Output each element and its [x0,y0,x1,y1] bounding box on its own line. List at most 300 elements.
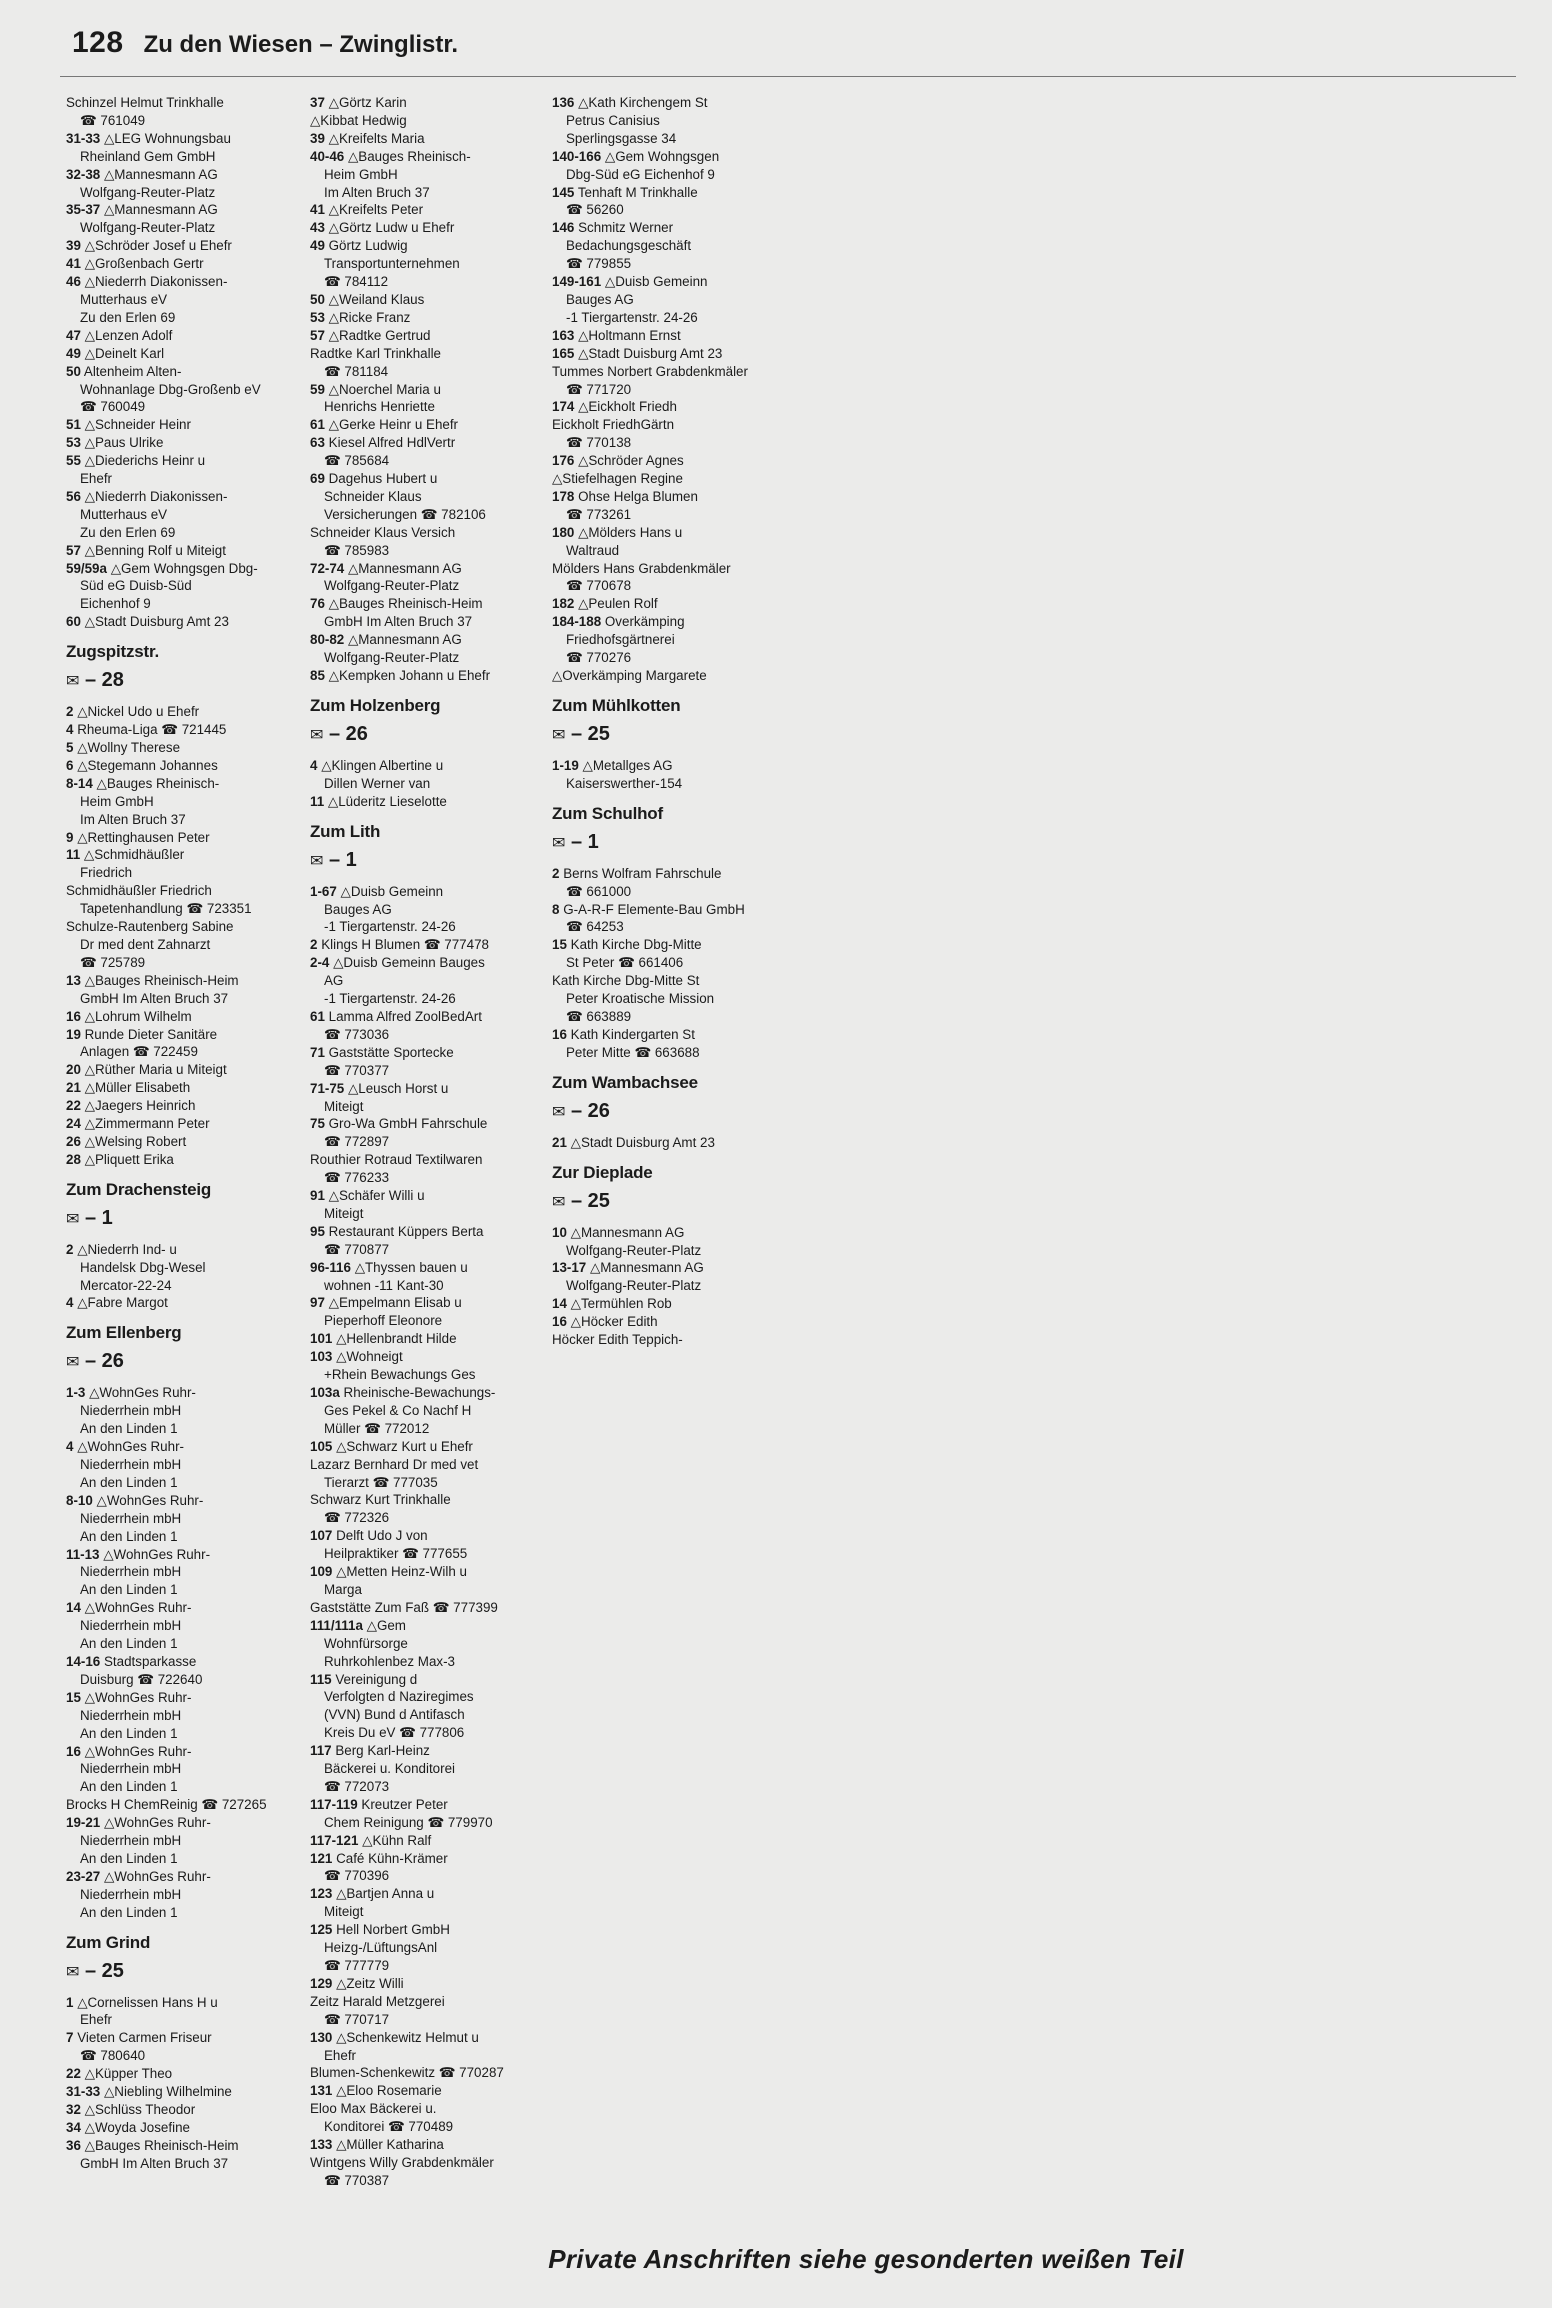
directory-entry-line [552,954,788,972]
directory-entry-line [310,1402,546,1420]
entry-text: △Schröder Agnes [578,453,684,469]
directory-entry-line [310,1527,546,1545]
house-number: 130 [310,2029,333,2045]
directory-entry-line [552,595,788,613]
entry-text: Ehefr [324,2047,357,2063]
directory-entry-line [310,1563,546,1581]
house-number: 16 [552,1314,567,1330]
directory-entry-line [552,1313,788,1331]
directory-entry-line [310,883,546,901]
entry-text: Wolfgang-Reuter-Platz [566,1278,702,1294]
directory-entry-line [310,667,546,685]
envelope-icon: ✉ [552,1193,566,1211]
house-number: 63 [310,435,325,451]
house-number: 111/111a [310,1617,363,1633]
entry-text: Gaststätte Sportecke [328,1044,454,1060]
house-number: 69 [310,471,325,487]
directory-entry-line [552,452,788,470]
directory-entry-line [552,201,788,219]
entry-text: Wolfgang-Reuter-Platz [324,578,460,594]
house-number: 13-17 [552,1260,587,1276]
entry-text: ☎ 772897 [324,1134,390,1150]
house-number: 176 [552,453,575,469]
entry-text: Berg Karl-Heinz [335,1743,430,1759]
entry-text: ☎ 770276 [566,650,632,666]
directory-entry-line [310,2029,546,2047]
entry-text: Süd eG Duisb-Süd [80,578,192,594]
entry-text: △Wollny Therese [77,740,181,755]
directory-entry-line [310,1653,546,1671]
directory-entry-line [310,560,546,578]
street-heading: Zum Mühlkotten [552,695,681,715]
house-number: 11 [310,793,325,809]
directory-entry-line [310,1348,546,1366]
entry-text: Marga [324,1581,362,1597]
directory-entry-line [310,1903,546,1921]
directory-entry-line [310,1277,546,1295]
entry-text: △Großenbach Gertr [84,256,204,272]
directory-entry-line [66,452,302,470]
directory-entry-line [310,990,546,1008]
house-number: 56 [66,488,81,504]
directory-entry-line [310,1456,546,1474]
directory-entry-line [310,219,546,237]
entry-text: △Wohneigt [336,1349,403,1365]
entry-text: Schneider Klaus Versich [310,524,456,540]
directory-entry-line [66,1689,302,1707]
directory-entry-line [66,1474,302,1492]
directory-entry-line [66,470,302,488]
entry-text: Kath Kindergarten St [570,1026,695,1042]
house-number: 97 [310,1295,325,1311]
house-number: 16 [552,1026,567,1042]
entry-text: △Lüderitz Lieselotte [327,793,447,809]
directory-entry-line [310,1474,546,1492]
entry-text: G-A-R-F Elemente-Bau GmbH [563,901,745,917]
page-title: Zu den Wiesen – Zwinglistr. [143,31,459,58]
entry-text: Radtke Karl Trinkhalle [310,345,441,361]
entry-text: △Paus Ulrike [84,435,164,451]
directory-entry-line [66,1241,302,1259]
directory-entry-line [66,381,302,399]
directory-entry-line [310,237,546,255]
directory-entry-line [552,1008,788,1026]
street-heading: Zugspitzstr. [66,642,159,662]
house-number: 145 [552,184,575,200]
entry-text: △WohnGes Ruhr- [96,1492,204,1508]
house-number: 11 [66,847,81,863]
directory-entry-line [552,112,788,130]
directory-entry-line [66,595,302,613]
house-number: 43 [310,220,325,236]
house-number: 182 [552,596,575,612]
directory-entry-line [552,148,788,166]
entry-text: △WohnGes Ruhr- [103,1546,211,1562]
entry-text: ☎ 772073 [324,1778,390,1794]
entry-text: Niederrhein mbH [80,1403,182,1419]
directory-entry-line [66,990,302,1008]
directory-entry-line [310,1330,546,1348]
entry-text: Petrus Canisius [566,112,660,128]
entry-text: △Mannesmann AG [347,560,462,576]
entry-text: Schmitz Werner [578,220,674,236]
postal-district-number: – 1 [565,830,599,853]
street-heading: Zum Schulhof [552,803,663,823]
house-number: 2 [66,704,74,720]
directory-entry-line [552,327,788,345]
entry-text: GmbH Im Alten Bruch 37 [80,990,229,1006]
directory-entry-line [66,1563,302,1581]
directory-entry-line [66,1725,302,1743]
entry-text: Mutterhaus eV [80,291,168,307]
directory-entry-line [66,1760,302,1778]
house-number: 47 [66,327,81,343]
entry-text: ☎ 760049 [80,399,146,415]
entry-text: Im Alten Bruch 37 [324,184,430,200]
entry-text: Schulze-Rautenberg Sabine [66,919,234,935]
house-number: 80-82 [310,632,345,648]
house-number: 14-16 [66,1653,101,1669]
directory-entry-line [66,345,302,363]
postal-district [310,723,546,747]
entry-text: △Zeitz Willi [336,1975,404,1991]
entry-text: △Jaegers Heinrich [84,1098,196,1114]
entry-text: ☎ 770877 [324,1241,390,1257]
page-number: 128 [72,26,124,59]
entry-text: An den Linden 1 [80,1779,178,1795]
directory-entry-line [310,2047,546,2065]
directory-entry-line [66,184,302,202]
directory-entry-line [310,1151,546,1169]
house-number: 101 [310,1331,333,1347]
house-number: 39 [310,130,325,146]
entry-text: Wintgens Willy Grabdenkmäler [310,2154,494,2170]
entry-text: Anlagen ☎ 722459 [80,1044,198,1060]
directory-entry-line [552,219,788,237]
directory-entry-line [310,1509,546,1527]
directory-entry-line [552,667,788,685]
directory-entry-line [310,345,546,363]
entry-text: △Kath Kirchengem St [578,95,708,110]
directory-entry-line [552,291,788,309]
directory-entry-line [310,2172,546,2190]
house-number: 178 [552,488,575,504]
house-number: 2 [310,937,318,953]
directory-entry-line [66,1599,302,1617]
house-number: 117-119 [310,1796,358,1812]
entry-text: Peter Mitte ☎ 663688 [566,1044,700,1060]
directory-entry-line [66,1850,302,1868]
directory-entry-line [310,936,546,954]
directory-entry-line [310,954,546,972]
house-number: 37 [310,95,325,110]
house-number: 71-75 [310,1080,345,1096]
directory-entry-line [552,488,788,506]
directory-entry-line [310,1635,546,1653]
directory-entry-line [66,2011,302,2029]
house-number: 16 [66,1008,81,1024]
entry-text: Kaiserswerther-154 [566,775,683,791]
directory-entry-line [66,488,302,506]
directory-entry-line [552,1134,788,1152]
directory-entry-line [552,237,788,255]
entry-text: △LEG Wohnungsbau [103,130,231,146]
entry-text: △Mannesmann AG [570,1224,685,1240]
entry-text: △Mannesmann AG [347,632,462,648]
directory-entry-line [310,1080,546,1098]
directory-entry-line [66,757,302,775]
directory-entry-line [552,381,788,399]
house-number: 53 [310,309,325,325]
entry-text: △WohnGes Ruhr- [77,1439,184,1455]
entry-text: △Termühlen Rob [570,1296,672,1312]
directory-entry-line [310,1241,546,1259]
house-number: 5 [66,740,74,755]
entry-text: Kath Kirche Dbg-Mitte [570,937,702,953]
envelope-icon: ✉ [66,673,80,691]
entry-text: △Weiland Klaus [328,291,425,307]
house-number: 22 [66,1098,81,1114]
directory-entry-line [310,273,546,291]
house-number: 8 [552,901,560,917]
entry-text: Versicherungen ☎ 782106 [324,506,486,522]
entry-text: Mölders Hans Grabdenkmäler [552,560,731,576]
directory-entry-line [66,1384,302,1402]
directory-entry-line [310,2064,546,2082]
entry-text: Waltraud [566,542,620,558]
house-number: 117 [310,1743,332,1759]
entry-text: Rheuma-Liga ☎ 721445 [77,722,227,738]
entry-text: Berns Wolfram Fahrschule [563,865,722,881]
entry-text: △Diederichs Heinr u [84,453,206,469]
house-number: 39 [66,238,81,254]
entry-text: Niederrhein mbH [80,1886,182,1902]
directory-entry-line [552,560,788,578]
entry-text: Rheinische-Bewachungs- [343,1385,496,1400]
entry-text: Restaurant Küppers Berta [328,1223,484,1239]
directory-entry-line [552,542,788,560]
directory-entry-line [66,309,302,327]
directory-entry-line [66,1886,302,1904]
directory-entry-line [66,1510,302,1528]
directory-entry-line [310,1832,546,1850]
directory-entry-line [310,309,546,327]
directory-entry-line [66,613,302,631]
directory-entry-line [552,936,788,954]
entry-text: △Noerchel Maria u [328,381,441,397]
entry-text: ☎ 663889 [566,1008,632,1024]
entry-text: Miteigt [324,1205,364,1221]
entry-text: △WohnGes Ruhr- [84,1600,192,1616]
directory-entry-line [310,524,546,542]
directory-entry-line [66,864,302,882]
directory-entry-line [66,166,302,184]
entry-text: △Empelmann Elisab u [328,1295,462,1311]
house-number: 103 [310,1349,333,1365]
entry-text: -1 Tiergartenstr. 24-26 [324,991,456,1007]
entry-text: Vieten Carmen Friseur [77,2030,212,2046]
house-number: 8-14 [66,775,93,791]
house-number: 41 [310,202,325,218]
entry-text: △Nickel Udo u Ehefr [77,704,200,720]
street-heading: Zum Ellenberg [66,1323,182,1343]
entry-text: △Höcker Edith [570,1314,658,1330]
street-heading: Zum Holzenberg [310,695,441,715]
directory-entry-line [310,1867,546,1885]
entry-text: ☎ 781184 [324,363,389,379]
house-number: 49 [310,238,325,254]
entry-text: Friedrich [80,865,133,881]
directory-entry-line [310,918,546,936]
house-number: 21 [552,1134,567,1150]
directory-entry-line [66,1994,302,2012]
entry-text: Eickholt FriedhGärtn [552,417,675,433]
directory-entry-line [66,2155,302,2173]
entry-text: △Schlüss Theodor [84,2102,196,2117]
entry-text: AG [324,973,344,989]
directory-entry-line [552,1044,788,1062]
directory-entry-line [310,775,546,793]
entry-text: △Fabre Margot [77,1295,168,1311]
entry-text: △Niederrh Ind- u [77,1241,177,1257]
house-number: 32 [66,2102,81,2117]
directory-entry-line [310,1796,546,1814]
directory-entry-line [552,972,788,990]
directory-entry-line [310,488,546,506]
directory-entry-line [310,1742,546,1760]
envelope-icon: ✉ [310,852,324,870]
entry-text: △Peulen Rolf [578,596,658,612]
house-number: 184-188 [552,614,602,630]
entry-text: Schneider Klaus [324,488,422,504]
entry-text: ☎ 770138 [566,435,632,451]
entry-text: △Küpper Theo [84,2066,173,2082]
directory-entry-line [66,703,302,721]
directory-entry-line [66,1259,302,1277]
directory-entry-line [552,398,788,416]
entry-text: An den Linden 1 [80,1582,178,1598]
directory-entry-line [310,1259,546,1277]
house-number: 105 [310,1438,333,1454]
directory-entry-line [310,1366,546,1384]
entry-text: wohnen -11 Kant-30 [324,1277,444,1293]
directory-entry-line [310,1706,546,1724]
directory-entry-line [66,1832,302,1850]
entry-text: △Rettinghausen Peter [77,829,210,845]
directory-entry-line [66,1402,302,1420]
entry-text: △Stadt Duisburg Amt 23 [578,345,723,361]
directory-entry-line [310,1438,546,1456]
entry-text: △WohnGes Ruhr- [84,1689,192,1705]
directory-entry-line [66,1528,302,1546]
entry-text: Rheinland Gem GmbH [80,148,216,164]
house-number: 75 [310,1116,325,1132]
house-number: 115 [310,1671,332,1687]
entry-text: △Lohrum Wilhelm [84,1008,192,1024]
entry-text: △Overkämping Margarete [552,668,707,683]
postal-district-number: – 25 [565,722,610,745]
entry-text: △Kühn Ralf [362,1832,432,1848]
entry-text: +Rhein Bewachungs Ges [324,1367,476,1383]
envelope-icon: ✉ [66,1210,80,1228]
entry-text: ☎ 661000 [566,883,632,899]
house-number: 19-21 [66,1815,101,1831]
house-number: 13 [66,972,81,988]
directory-entry-line [310,1975,546,1993]
directory-entry-line [310,363,546,381]
directory-entry-line [66,936,302,954]
footer-note: Private Anschriften siehe gesonderten weißen Teil [548,2244,1184,2274]
directory-entry-line [310,184,546,202]
directory-entry-line [310,542,546,560]
directory-entry-line [310,793,546,811]
entry-text: Schinzel Helmut Trinkhalle [66,95,224,110]
house-number: 1-67 [310,883,337,899]
house-number: 129 [310,1975,333,1991]
entry-text: △Schwarz Kurt u Ehefr [336,1438,473,1454]
house-number: 72-74 [310,560,345,576]
postal-district-number: – 28 [79,669,124,692]
house-number: 174 [552,399,575,415]
entry-text: An den Linden 1 [80,1528,178,1544]
entry-text: △Eickholt Friedh [578,399,677,415]
house-number: 117-121 [310,1832,359,1848]
entry-text: △Radtke Gertrud [328,327,431,343]
entry-text: Wolfgang-Reuter-Platz [324,650,460,666]
directory-entry-line [310,1760,546,1778]
house-number: 121 [310,1850,333,1866]
directory-entry-line [66,1420,302,1438]
house-number: 4 [310,757,318,773]
directory-entry-line [66,1079,302,1097]
directory-entry-line [66,811,302,829]
directory-entry-line [66,1026,302,1044]
house-number: 26 [66,1133,81,1149]
entry-text: △Kibbat Hedwig [310,112,407,128]
entry-text: Duisburg ☎ 722640 [80,1671,203,1687]
entry-text: ☎ 772326 [324,1510,390,1526]
street-heading: Zum Lith [310,821,381,841]
directory-entry-line [310,1098,546,1116]
entry-text: △Niederrh Diakonissen- [84,274,228,290]
postal-district-number: – 25 [565,1189,610,1212]
directory-entry-line [310,1491,546,1509]
directory-entry-line [66,1546,302,1564]
house-number: 149-161 [552,274,602,290]
entry-text: Zeitz Harald Metzgerei [310,1993,445,2009]
directory-entry-line [310,1294,546,1312]
entry-text: Konditorei ☎ 770489 [324,2119,454,2135]
entry-text: △Bauges Rheinisch- [347,148,471,164]
directory-entry-line [66,1294,302,1312]
entry-text: Eloo Max Bäckerei u. [310,2101,437,2117]
entry-text: Niederrhein mbH [80,1510,182,1526]
house-number: 36 [66,2137,81,2153]
directory-entry-line [66,1097,302,1115]
directory-entry-line [552,470,788,488]
entry-text: Heim GmbH [324,166,398,182]
directory-entry-line [310,1957,546,1975]
house-number: 31-33 [66,2084,101,2100]
street-heading: Zur Dieplade [552,1162,653,1182]
directory-entry-line [310,1671,546,1689]
entry-text: Altenheim Alten- [83,363,182,379]
directory-entry-line [310,1939,546,1957]
entry-text: △Benning Rolf u Miteigt [84,542,226,558]
directory-entry-line [66,506,302,524]
directory-entry-line [310,2154,546,2172]
entry-text: △WohnGes Ruhr- [103,1815,211,1831]
